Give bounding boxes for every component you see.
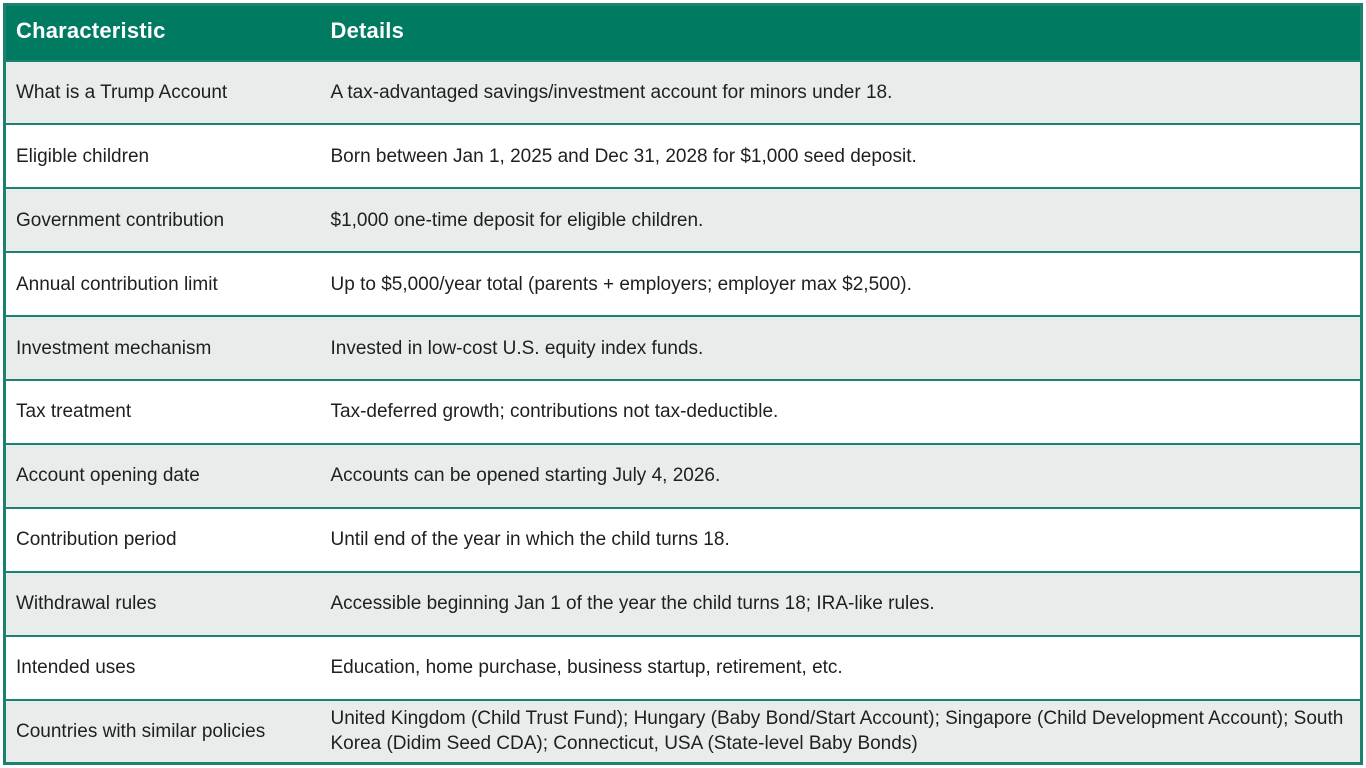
characteristic-cell: Annual contribution limit <box>5 252 321 316</box>
characteristics-table <box>3 3 1363 765</box>
column-header-characteristic: Characteristic <box>5 5 321 61</box>
table-row <box>5 508 1362 572</box>
table-row <box>5 61 1362 125</box>
characteristic-cell: What is a Trump Account <box>5 61 321 125</box>
characteristic-cell: Contribution period <box>5 508 321 572</box>
table-row <box>5 316 1362 380</box>
characteristic-cell: Intended uses <box>5 636 321 700</box>
column-header-details: Details <box>321 5 1362 61</box>
table-row <box>5 572 1362 636</box>
details-cell: Up to $5,000/year total (parents + employers; employer max $2,500). <box>321 252 1362 316</box>
table-header-row <box>5 5 1362 61</box>
characteristic-cell: Eligible children <box>5 124 321 188</box>
characteristic-cell: Account opening date <box>5 444 321 508</box>
details-cell: Until end of the year in which the child turns 18. <box>321 508 1362 572</box>
details-cell: Education, home purchase, business startup, retirement, etc. <box>321 636 1362 700</box>
table-row <box>5 124 1362 188</box>
details-cell: Accounts can be opened starting July 4, 2026. <box>321 444 1362 508</box>
details-cell: Invested in low-cost U.S. equity index funds. <box>321 316 1362 380</box>
characteristic-cell: Countries with similar policies <box>5 700 321 764</box>
details-cell: United Kingdom (Child Trust Fund); Hungary (Baby Bond/Start Account); Singapore (Child Development Account); South Korea (Didim Seed CDA); Connecticut, USA (State-level Baby Bonds) <box>321 700 1362 764</box>
table-row <box>5 444 1362 508</box>
table-row <box>5 252 1362 316</box>
table-row <box>5 380 1362 444</box>
details-cell: Born between Jan 1, 2025 and Dec 31, 2028 for $1,000 seed deposit. <box>321 124 1362 188</box>
characteristic-cell: Withdrawal rules <box>5 572 321 636</box>
table-row <box>5 636 1362 700</box>
details-cell: $1,000 one-time deposit for eligible children. <box>321 188 1362 252</box>
characteristic-cell: Investment mechanism <box>5 316 321 380</box>
table-row <box>5 188 1362 252</box>
details-cell: Accessible beginning Jan 1 of the year the child turns 18; IRA-like rules. <box>321 572 1362 636</box>
details-cell: A tax-advantaged savings/investment account for minors under 18. <box>321 61 1362 125</box>
characteristic-cell: Tax treatment <box>5 380 321 444</box>
characteristic-cell: Government contribution <box>5 188 321 252</box>
table-row <box>5 700 1362 764</box>
details-cell: Tax-deferred growth; contributions not tax-deductible. <box>321 380 1362 444</box>
